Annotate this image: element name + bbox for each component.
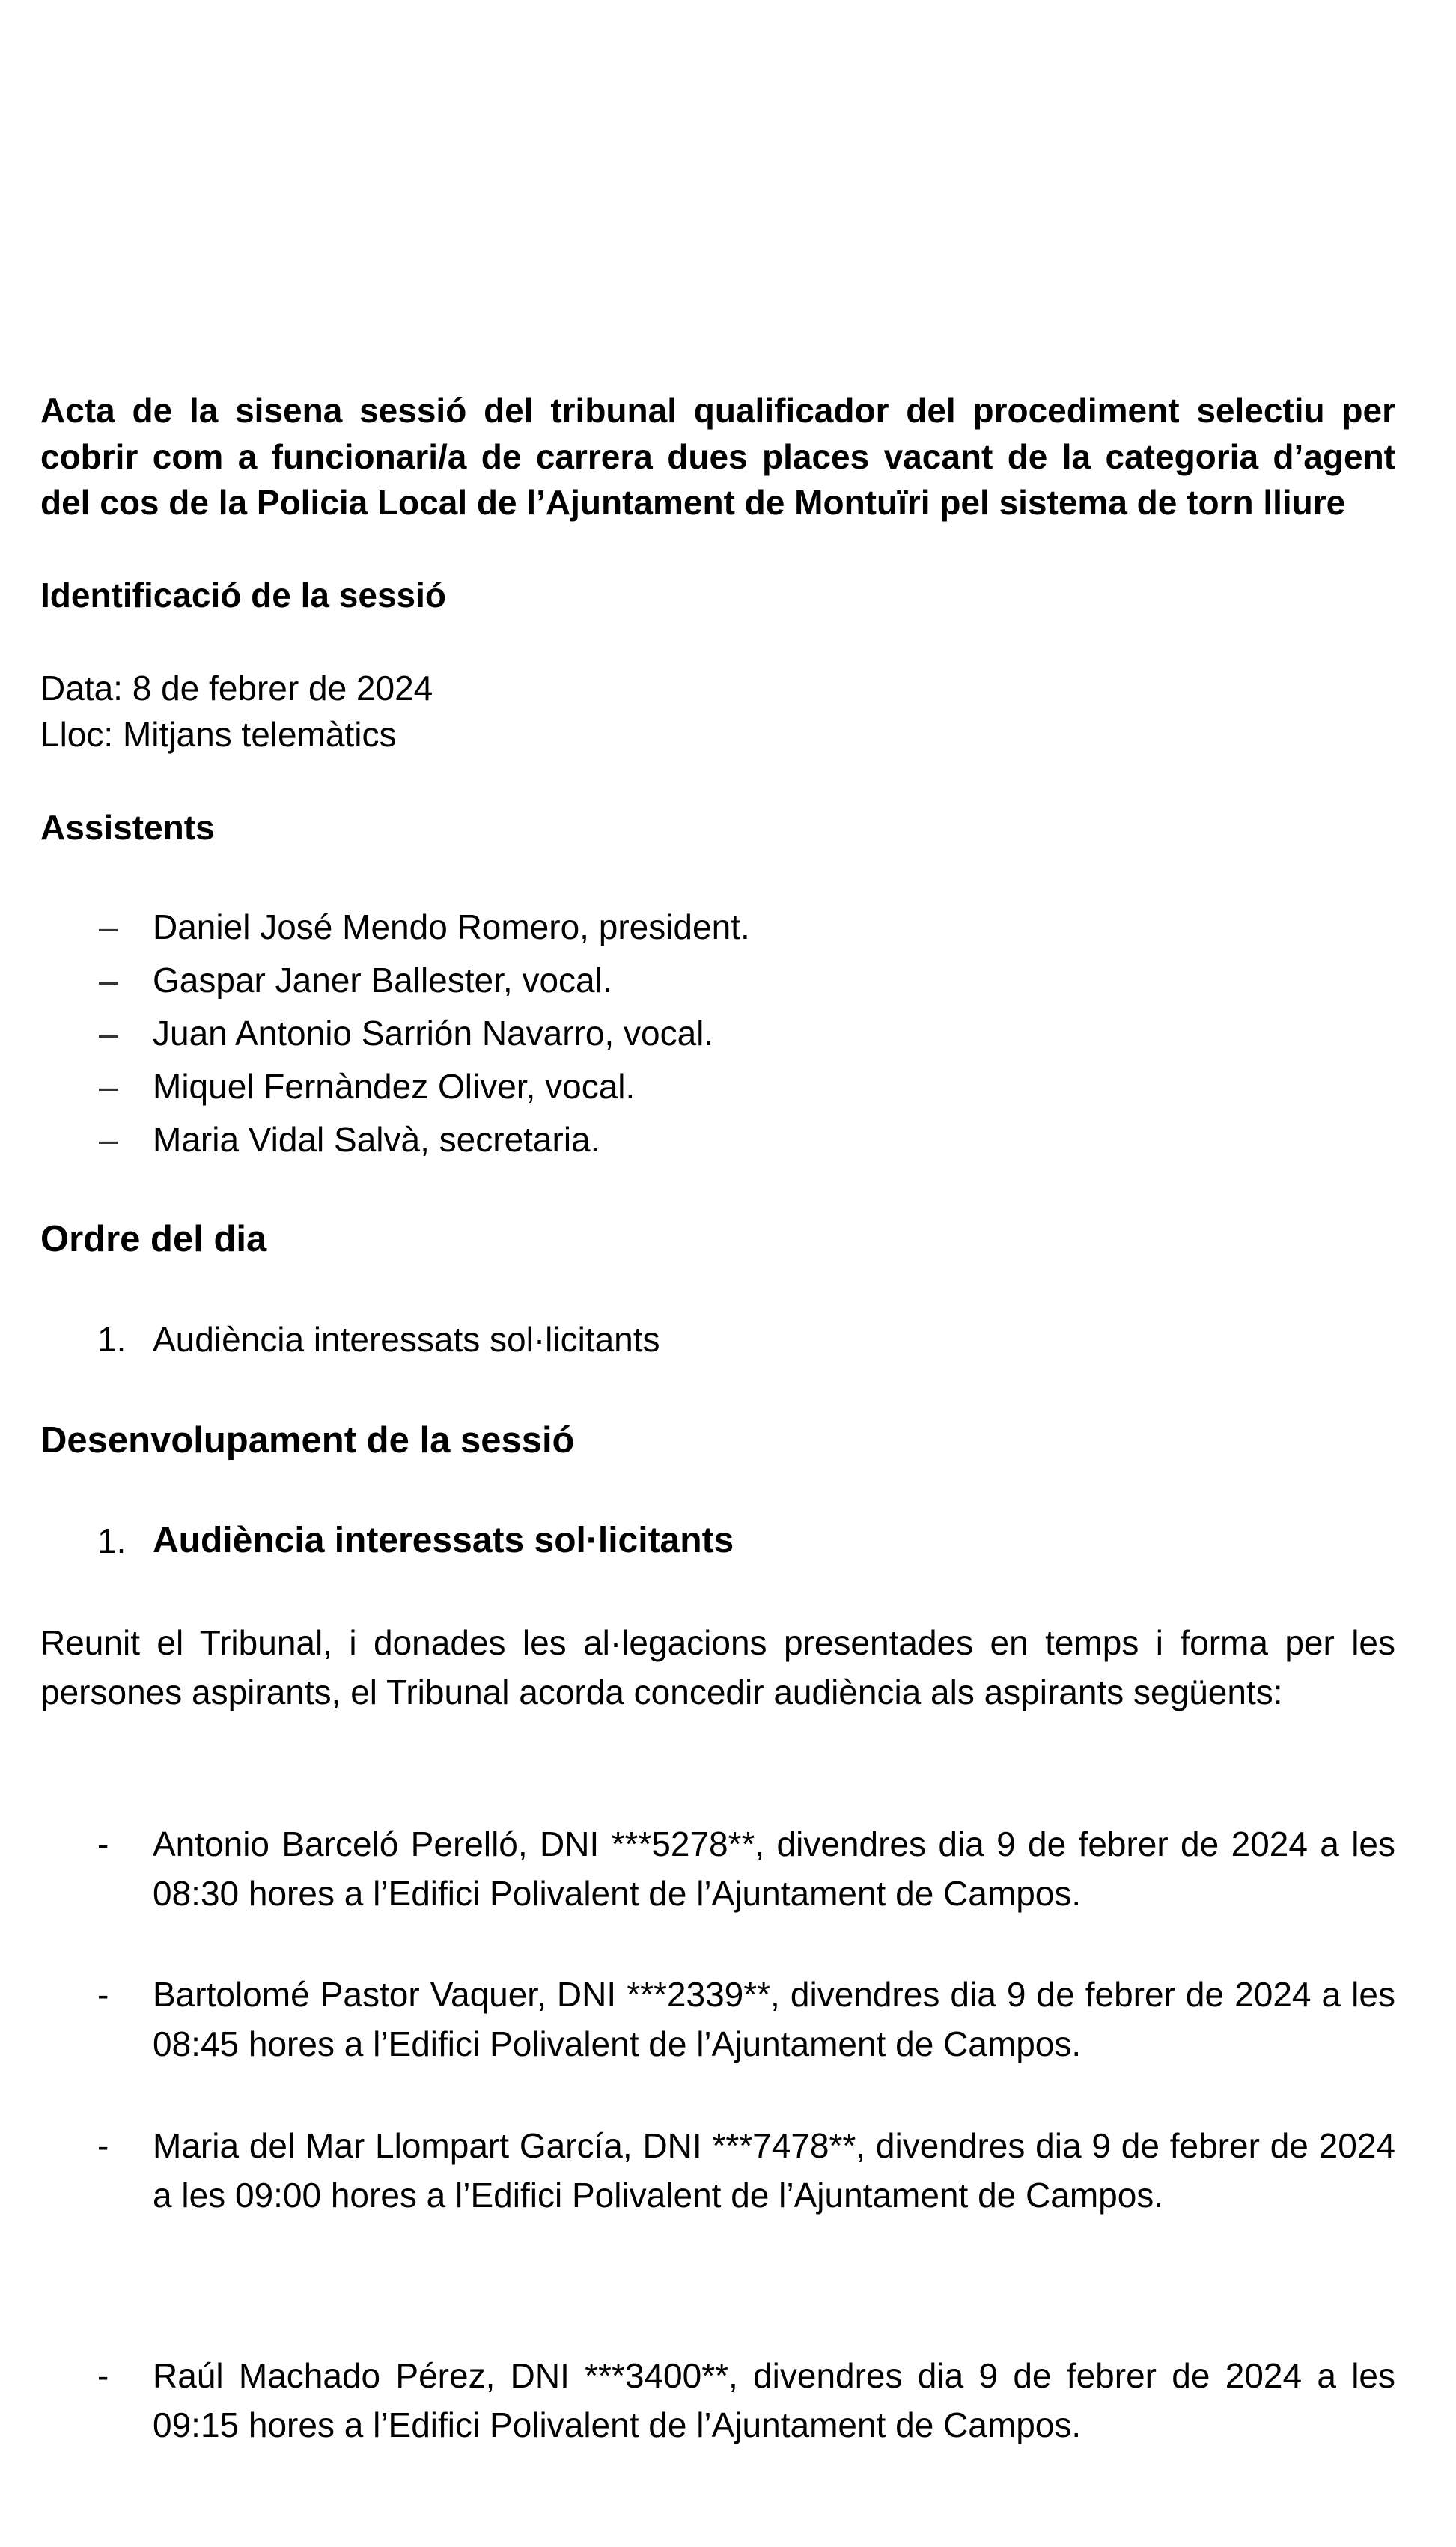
attendee-text: Maria Vidal Salvà, secretaria. [153,1120,600,1159]
hyphen-bullet: - [97,1825,109,1863]
hearing-text: Raúl Machado Pérez, DNI ***3400**, divendres dia 9 de febrer de 2024 a les 09:15 hores a l’Edifici Polivalent de l’Ajuntament de Campos. [153,2356,1395,2444]
dash-bullet: – [99,1120,118,1159]
agenda-item-number: 1. [97,1320,127,1359]
attendee-text: Miquel Fernàndez Oliver, vocal. [153,1067,636,1106]
dash-bullet: – [99,907,118,946]
dash-bullet: – [99,1067,118,1106]
hyphen-bullet: - [97,1975,109,2014]
development-paragraph: Reunit el Tribunal, i donades les al·legacions presentades en temps i forma per les persones aspirants, el Tribunal acorda concedir audiència als aspirants següents: [40,1623,1395,1711]
hyphen-bullet: - [97,2356,109,2395]
development-heading: Desenvolupament de la sessió [40,1420,575,1461]
attendee-text: Juan Antonio Sarrión Navarro, vocal. [153,1014,714,1053]
hearing-text: Antonio Barceló Perelló, DNI ***5278**, divendres dia 9 de febrer de 2024 a les 08:30 hores a l’Edifici Polivalent de l’Ajuntament de Campos. [153,1825,1395,1913]
hearing-text: Bartolomé Pastor Vaquer, DNI ***2339**, divendres dia 9 de febrer de 2024 a les 08:45 hores a l’Edifici Polivalent de l’Ajuntament de Campos. [153,1975,1395,2063]
session-place: Lloc: Mitjans telemàtics [40,715,397,754]
dash-bullet: – [99,1014,118,1053]
title-line-2: cobrir com a funcionari/a de carrera dues places vacant de la categoria d’agent [40,437,1395,476]
session-id-heading: Identificació de la sessió [40,576,446,615]
attendee-text: Daniel José Mendo Romero, president. [153,907,750,946]
title-line-3: del cos de la Policia Local de l’Ajuntament de Montuïri pel sistema de torn lliure [40,483,1346,522]
session-date: Data: 8 de febrer de 2024 [40,669,433,708]
hyphen-bullet: - [97,2126,109,2165]
hearing-text: Maria del Mar Llompart García, DNI ***7478**, divendres dia 9 de febrer de 2024 a les 09:00 hores a l’Edifici Polivalent de l’Ajuntament de Campos. [153,2126,1395,2215]
attendee-text: Gaspar Janer Ballester, vocal. [153,961,612,999]
development-item-title: Audiència interessats sol·licitants [153,1521,734,1560]
dash-bullet: – [99,961,118,999]
attendees-heading: Assistents [40,808,215,847]
agenda-item-text: Audiència interessats sol·licitants [153,1320,660,1359]
agenda-heading: Ordre del dia [40,1219,267,1259]
development-item-number: 1. [97,1521,127,1560]
title-line-1: Acta de la sisena sessió del tribunal qualificador del procediment selectiu per [40,391,1395,430]
